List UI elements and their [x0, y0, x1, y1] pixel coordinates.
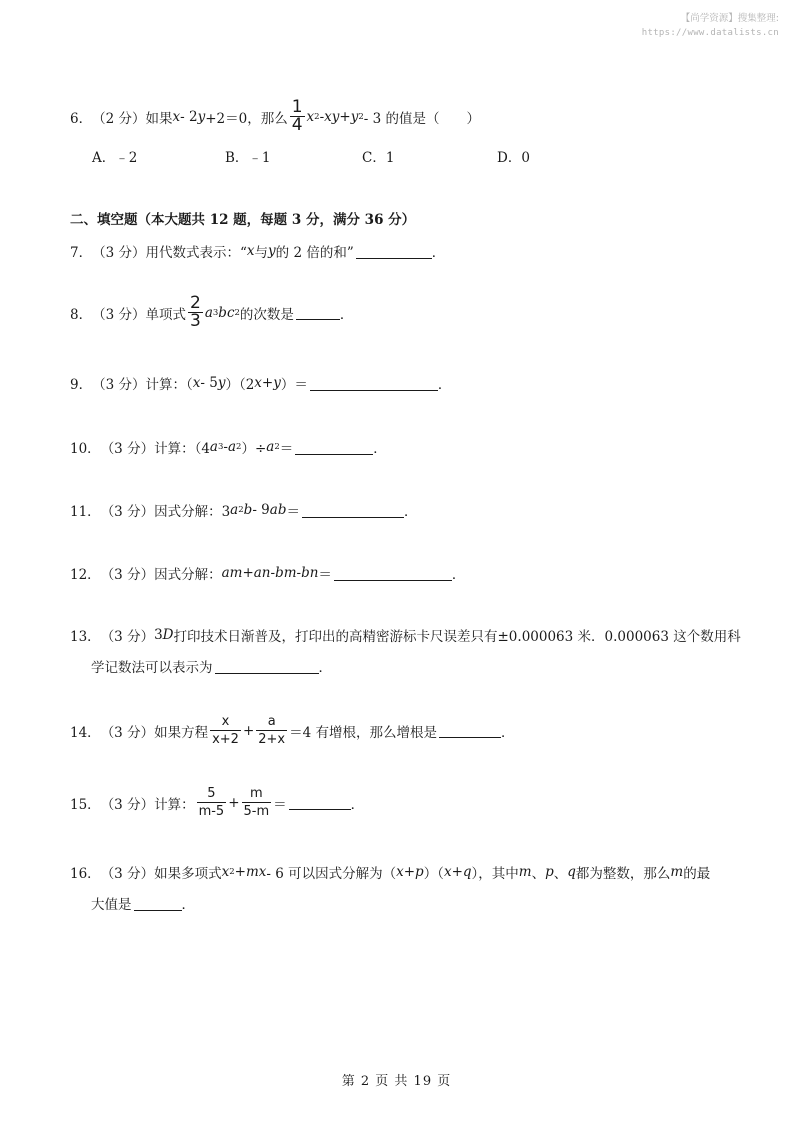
text: ）（2	[225, 377, 255, 393]
math-var: x	[396, 864, 404, 880]
math-var: b	[243, 502, 253, 518]
text: 3	[154, 627, 163, 643]
question-number: 8．	[70, 306, 93, 323]
question-number: 16．	[70, 866, 101, 882]
answer-blank[interactable]	[310, 376, 438, 391]
text: 、	[531, 866, 546, 882]
answer-blank[interactable]	[302, 503, 404, 518]
math-var: y	[350, 108, 359, 125]
question-number: 11．	[70, 504, 101, 520]
fraction-5-over-m-minus-5	[197, 786, 227, 819]
answer-blank[interactable]	[289, 795, 351, 810]
fraction-a-over-2-plus-x	[256, 714, 287, 747]
option-b: B．﹣1	[225, 150, 271, 166]
text: -	[223, 439, 228, 455]
text: 学记数法可以表示为	[91, 660, 213, 676]
text: 单项式	[145, 306, 186, 323]
text: 打印技术日渐普及，打印出的高精密游标卡尺误差只有±0.000063 米．0.000063 这个数用科	[173, 629, 741, 645]
text: -	[270, 565, 276, 581]
question-number: 14．	[70, 724, 101, 741]
question-11: 11． （3 分） 因式分解：3 a 2 b - 9 ab ＝ ．	[70, 502, 418, 520]
answer-blank[interactable]	[295, 440, 373, 455]
math-var: an	[253, 565, 271, 581]
answer-blank[interactable]	[296, 305, 340, 320]
text: -	[296, 565, 302, 581]
math-var: D	[162, 627, 174, 643]
text: ＝4 有增根，那么增根是	[289, 724, 437, 741]
question-10: 10． （3 分） 计算：（4 a 3 - a 2 ）÷ a 2 ＝ ．	[70, 439, 387, 457]
math-var: mx	[245, 864, 267, 880]
text: ．	[318, 660, 332, 676]
watermark-source: 【尚学资源】搜集整理:	[680, 13, 779, 24]
fraction-one-quarter	[290, 97, 305, 135]
question-14	[70, 714, 515, 747]
question-8: 8． （3 分） 单项式 $\frac{2}{3}$ a 3 bc 2 的次数是 ．	[70, 293, 354, 331]
question-score: （3 分）	[100, 441, 155, 457]
math-var: x	[221, 864, 230, 880]
text: 因式分解：	[154, 567, 222, 583]
text: -	[319, 108, 325, 125]
text: ．	[403, 504, 418, 520]
math-var: bn	[301, 565, 319, 581]
text: 因式分解：3	[154, 504, 231, 520]
math-var: y	[273, 375, 281, 391]
fraction-denominator: 3	[189, 311, 201, 331]
question-16-line-2	[91, 893, 195, 913]
text: ＝	[279, 441, 294, 457]
section-heading: 二、填空题（本大题共 12 题，每题 3 分，满分 36 分）	[70, 212, 416, 228]
text: 的 2 倍的和”	[275, 245, 354, 261]
math-var: bm	[275, 565, 297, 581]
question-score: （3 分）	[100, 504, 155, 520]
fraction-denominator: 4	[291, 115, 303, 135]
question-number: 7．	[70, 245, 93, 261]
math-var: ab	[269, 502, 287, 518]
answer-blank[interactable]	[215, 659, 319, 674]
option-d: D．0	[497, 150, 530, 166]
answer-blank[interactable]	[356, 244, 432, 259]
text: ＝	[286, 504, 300, 520]
math-var: q	[567, 864, 576, 880]
answer-blank[interactable]	[334, 566, 452, 581]
math-var: a	[209, 439, 218, 455]
fraction-numerator: m	[250, 786, 263, 801]
question-15	[70, 786, 364, 819]
watermark-url: https://www.datalists.cn	[641, 28, 779, 38]
question-number: 6．	[70, 110, 93, 127]
math-var: y	[197, 108, 206, 125]
text: 用代数式表示：“	[145, 245, 247, 261]
text: - 2	[180, 108, 198, 125]
question-6: 6． （2 分） 如果 x - 2 y +2＝0，那么 $\frac{1}{4}$ x 2 - xy + y 2 - 3 的值是（ ）	[70, 97, 480, 135]
math-var: x	[254, 375, 262, 391]
text: 计算：	[154, 796, 195, 813]
question-score: （3 分）	[92, 245, 146, 261]
math-var: a	[230, 502, 239, 518]
text: ）（	[423, 866, 444, 882]
text: ＝	[318, 567, 332, 583]
fraction-numerator: 2	[189, 293, 201, 313]
text: ．	[501, 724, 515, 741]
text: ．	[373, 441, 387, 457]
math-var: x	[172, 108, 181, 125]
question-score: （3 分）	[92, 306, 146, 323]
question-number: 9．	[70, 377, 93, 393]
text: 如果	[145, 110, 173, 127]
text: ．	[431, 245, 446, 261]
text: ．	[451, 567, 466, 583]
text: 计算：（	[145, 377, 193, 393]
text: ．	[339, 306, 354, 323]
fraction-m-over-5-minus-m	[242, 786, 272, 819]
text: +	[261, 375, 274, 391]
text: 如果方程	[154, 724, 209, 741]
fraction-denominator: 5-m	[243, 804, 270, 819]
math-var: am	[221, 565, 243, 581]
math-var: y	[268, 243, 276, 259]
math-var: p	[415, 864, 424, 880]
fraction-denominator: m-5	[198, 804, 225, 819]
question-number: 12．	[70, 567, 101, 583]
math-var: x	[192, 375, 201, 391]
text: 、	[553, 866, 568, 882]
math-var: m	[518, 864, 532, 880]
text: ），其中	[471, 866, 519, 882]
question-score: （3 分）	[100, 724, 155, 741]
text: ＝	[273, 796, 287, 813]
question-9	[70, 373, 451, 393]
fraction-numerator: 1	[291, 97, 303, 117]
question-score: （2 分）	[92, 110, 146, 127]
math-var: y	[217, 375, 226, 391]
question-score: （3 分）	[100, 866, 155, 882]
fraction-numerator: 5	[207, 786, 216, 801]
question-12	[70, 563, 465, 583]
question-score: （3 分）	[100, 796, 155, 813]
text: 如果多项式	[154, 866, 222, 882]
math-var: p	[545, 864, 554, 880]
text: +	[242, 722, 255, 739]
text: 大值是	[91, 897, 132, 913]
text: 的次数是	[239, 306, 294, 323]
question-13	[70, 625, 741, 645]
text: 计算：（4	[154, 441, 210, 457]
text: +	[339, 108, 351, 125]
question-score: （3 分）	[92, 377, 146, 393]
question-7	[70, 241, 445, 261]
text: +	[242, 565, 254, 581]
question-number: 10．	[70, 441, 101, 457]
text: - 3 的值是（ ）	[363, 110, 480, 127]
text: - 5	[200, 375, 218, 391]
text: +	[234, 864, 246, 880]
math-var: m	[670, 864, 684, 880]
math-var: bc	[218, 304, 235, 321]
question-number: 13．	[70, 629, 101, 645]
text: +2＝0，那么	[205, 110, 288, 127]
text: - 9	[252, 502, 270, 518]
text: +	[228, 794, 240, 811]
text: ）÷	[241, 441, 267, 457]
question-score: （3 分）	[100, 629, 155, 645]
math-var: xy	[324, 108, 340, 125]
fraction-numerator: a	[267, 714, 276, 729]
math-var: q	[462, 864, 472, 880]
fraction-numerator: x	[221, 714, 230, 729]
question-number: 15．	[70, 796, 101, 813]
text: +	[451, 864, 463, 880]
math-var: x	[246, 243, 255, 259]
fraction-x-over-x-plus-2	[210, 714, 241, 747]
question-13-line-2	[91, 656, 332, 676]
fraction-denominator: x+2	[212, 732, 239, 747]
page-footer: 第 2 页 共 19 页	[341, 1074, 452, 1089]
watermark	[642, 12, 779, 40]
math-var: a	[227, 439, 237, 455]
answer-blank[interactable]	[134, 896, 182, 911]
text: 都为整数，那么	[575, 866, 671, 882]
fraction-two-thirds	[188, 293, 203, 331]
option-a: A．﹣2	[92, 150, 138, 166]
text: +	[403, 864, 416, 880]
text: ．	[181, 897, 195, 913]
answer-blank[interactable]	[439, 723, 501, 738]
text: ．	[437, 377, 452, 393]
math-var: x	[306, 108, 315, 125]
question-score: （3 分）	[100, 567, 155, 583]
text: 与	[254, 245, 269, 261]
text: ）＝	[280, 377, 308, 393]
math-var: x	[443, 864, 452, 880]
text: - 6 可以因式分解为（	[266, 866, 397, 882]
option-c: C．1	[362, 150, 395, 166]
text: ．	[350, 796, 365, 813]
text: 的最	[683, 866, 711, 882]
math-var: a	[266, 439, 275, 455]
question-16: 16． （3 分） 如果多项式 x 2 + mx - 6 可以因式分解为（ x + p ）（ x + q ），其中 m 、 p 、 q 都为整数，那么 m 的最	[70, 864, 711, 882]
math-var: a	[204, 304, 213, 321]
fraction-denominator: 2+x	[258, 732, 286, 747]
